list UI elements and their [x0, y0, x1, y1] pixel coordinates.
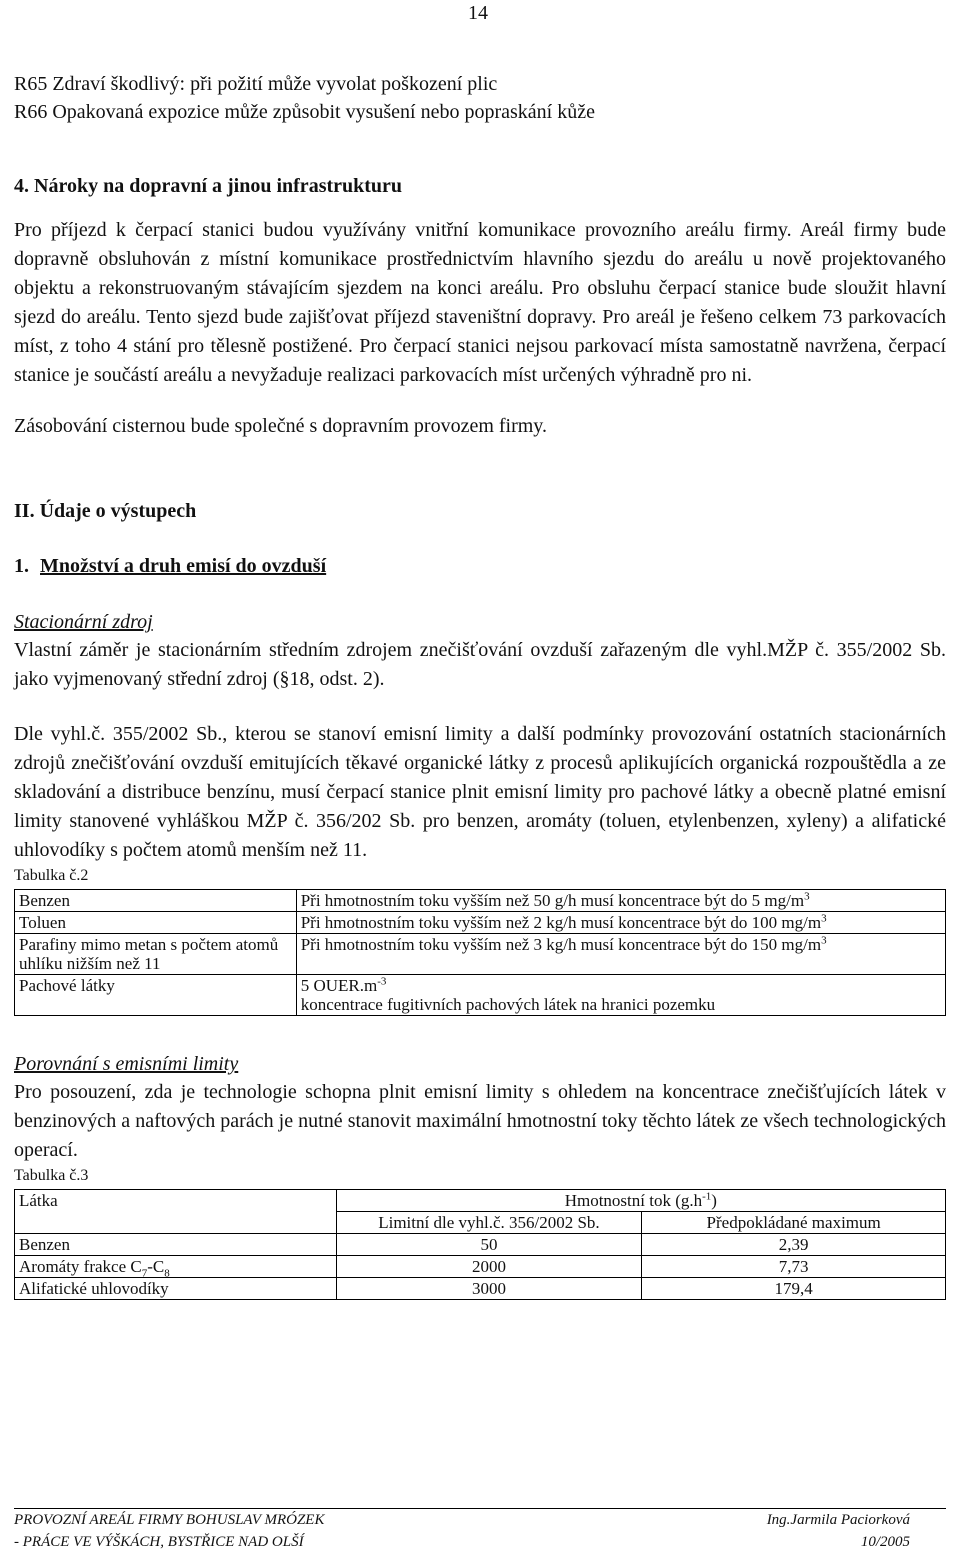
table-2 [14, 889, 946, 1016]
emissions-heading-number: 1. [14, 555, 29, 577]
stationary-source-title: Stacionární zdroj [14, 611, 153, 633]
table-3-substance: Alifatické uhlovodíky [15, 1278, 337, 1300]
infrastructure-paragraph: Pro příjezd k čerpací stanici budou využívány vnitřní komunikace provozního areálu firmy. Areál firmy bude dopravně obsluhován z místní komunikace prostřednictvím hlavního sjezdu do areálu u nově projektovaného objektu a rekonstruovaným stávajícím sjezdem na konci areálu. Pro obsluhu čerpací stanice bude sloužit hlavní sjezd do areálu. Tento sjezd bude zajišťovat příjezd staveništní dopravy. Pro areál je řešeno celkem 73 parkovacích míst, z toho 4 stání pro tělesně postižené. Pro čerpací stanici nejsou parkovací místa samostatně navržena, čerpací stanice je součástí areálu a nevyžaduje realizaci parkovacích míst určených výhradně pro ni. [14, 219, 946, 386]
table-3-substance: Aromáty frakce $C_7-C_8$ [15, 1256, 337, 1278]
table-3-header-substance: Látka [15, 1190, 337, 1234]
table-3-max: 2,39 [642, 1234, 946, 1256]
table-3-header-expected: Předpokládané maximum [642, 1212, 946, 1234]
table-3-caption: Tabulka č.3 [14, 1167, 89, 1184]
page-number: 14 [468, 2, 488, 24]
table-row [15, 1256, 946, 1278]
table-row [15, 934, 946, 975]
page-footer [14, 1508, 946, 1553]
table-3-substance: Benzen [15, 1234, 337, 1256]
table-3-limit: 2000 [336, 1256, 642, 1278]
table-3-max: 179,4 [642, 1278, 946, 1300]
r-phrase-r65: R65 Zdraví škodlivý: při požití může vyvolat poškození plic [14, 73, 498, 95]
table-2-limit: 5 $OUER.m^{-3}$ koncentrace fugitivních pachových látek na hranici pozemku [296, 975, 945, 1016]
table-2-substance: Pachové látky [15, 975, 297, 1016]
stationary-source-paragraph: Vlastní záměr je stacionárním středním zdrojem znečišťování ovzduší zařazeným dle vyhl.MŽP č. 355/2002 Sb. jako vyjmenovaný střední zdroj (§18, odst. 2). [14, 639, 946, 690]
table-row [15, 912, 946, 934]
comparison-title: Porovnání s emisními limity [14, 1053, 239, 1075]
comparison-paragraph: Pro posouzení, zda je technologie schopna plnit emisní limity s ohledem na koncentrace znečišťujících látek v benzinových a naftových parách je nutné stanovit maximální hmotnostní toky těchto látek ze všech technologických operací. [14, 1081, 946, 1161]
table-3-limit: 50 [336, 1234, 642, 1256]
part-2-heading: II. Údaje o výstupech [14, 500, 197, 522]
table-2-substance: Toluen [15, 912, 297, 934]
table-row [15, 890, 946, 912]
emission-limits-paragraph: Dle vyhl.č. 355/2002 Sb., kterou se stanoví emisní limity a další podmínky provozování ostatních stacionárních zdrojů znečišťování ovzduší emitujících těkavé organické látky z procesů aplikujících organická rozpouštědla a ze skladování a distribuce benzínu, musí čerpací stanice plnit emisní limity pro pachové látky a obecně platné emisní limity stanovené vyhláškou MŽP č. 356/202 Sb. pro benzen, aromáty (toluen, etylenbenzen, xyleny) a alifatické uhlovodíky s počtem atomů menším než 11. [14, 723, 946, 861]
table-3-limit: 3000 [336, 1278, 642, 1300]
tanker-supply-paragraph: Zásobování cisternou bude společné s dopravním provozem firmy. [14, 415, 548, 437]
table-3-header-flow: Hmotnostní tok $(g.h^{-1})$ [336, 1190, 945, 1212]
footer-project-line-1: PROVOZNÍ AREÁL FIRMY BOHUSLAV MRÓZEK [14, 1512, 325, 1528]
table-row [15, 975, 946, 1016]
table-2-limit: Při hmotnostním toku vyšším než 50 g/h musí koncentrace být do 5 $mg/m^3$ [296, 890, 945, 912]
table-3-header-limit: Limitní dle vyhl.č. 356/2002 Sb. [336, 1212, 642, 1234]
table-2-limit: Při hmotnostním toku vyšším než 2 kg/h musí koncentrace být do 100 $mg/m^3$ [296, 912, 945, 934]
r-phrase-r66: R66 Opakovaná expozice může způsobit vysušení nebo popraskání kůže [14, 101, 595, 123]
emissions-heading-text: Množství a druh emisí do ovzduší [40, 555, 327, 577]
table-3 [14, 1189, 946, 1300]
table-row [15, 1278, 946, 1300]
table-row [15, 1190, 946, 1212]
section-4-heading: 4. Nároky na dopravní a jinou infrastrukturu [14, 175, 403, 197]
table-row [15, 1234, 946, 1256]
footer-author: Ing.Jarmila Paciorková [766, 1512, 910, 1528]
table-2-limit: Při hmotnostním toku vyšším než 3 kg/h musí koncentrace být do 150 $mg/m^3$ [296, 934, 945, 975]
table-3-max: 7,73 [642, 1256, 946, 1278]
footer-date: 10/2005 [860, 1534, 910, 1550]
page-content [14, 70, 946, 1300]
table-2-substance: Parafiny mimo metan s počtem atomů uhlíku nižším než 11 [15, 934, 297, 975]
footer-project-line-2: - PRÁCE VE VÝŠKÁCH, BYSTŘICE NAD OLŠÍ [14, 1534, 304, 1550]
emissions-heading [14, 552, 946, 580]
table-2-odor-note: koncentrace fugitivních pachových látek na hranici pozemku [300, 995, 716, 1014]
table-2-caption: Tabulka č.2 [14, 867, 89, 884]
table-2-substance: Benzen [15, 890, 297, 912]
